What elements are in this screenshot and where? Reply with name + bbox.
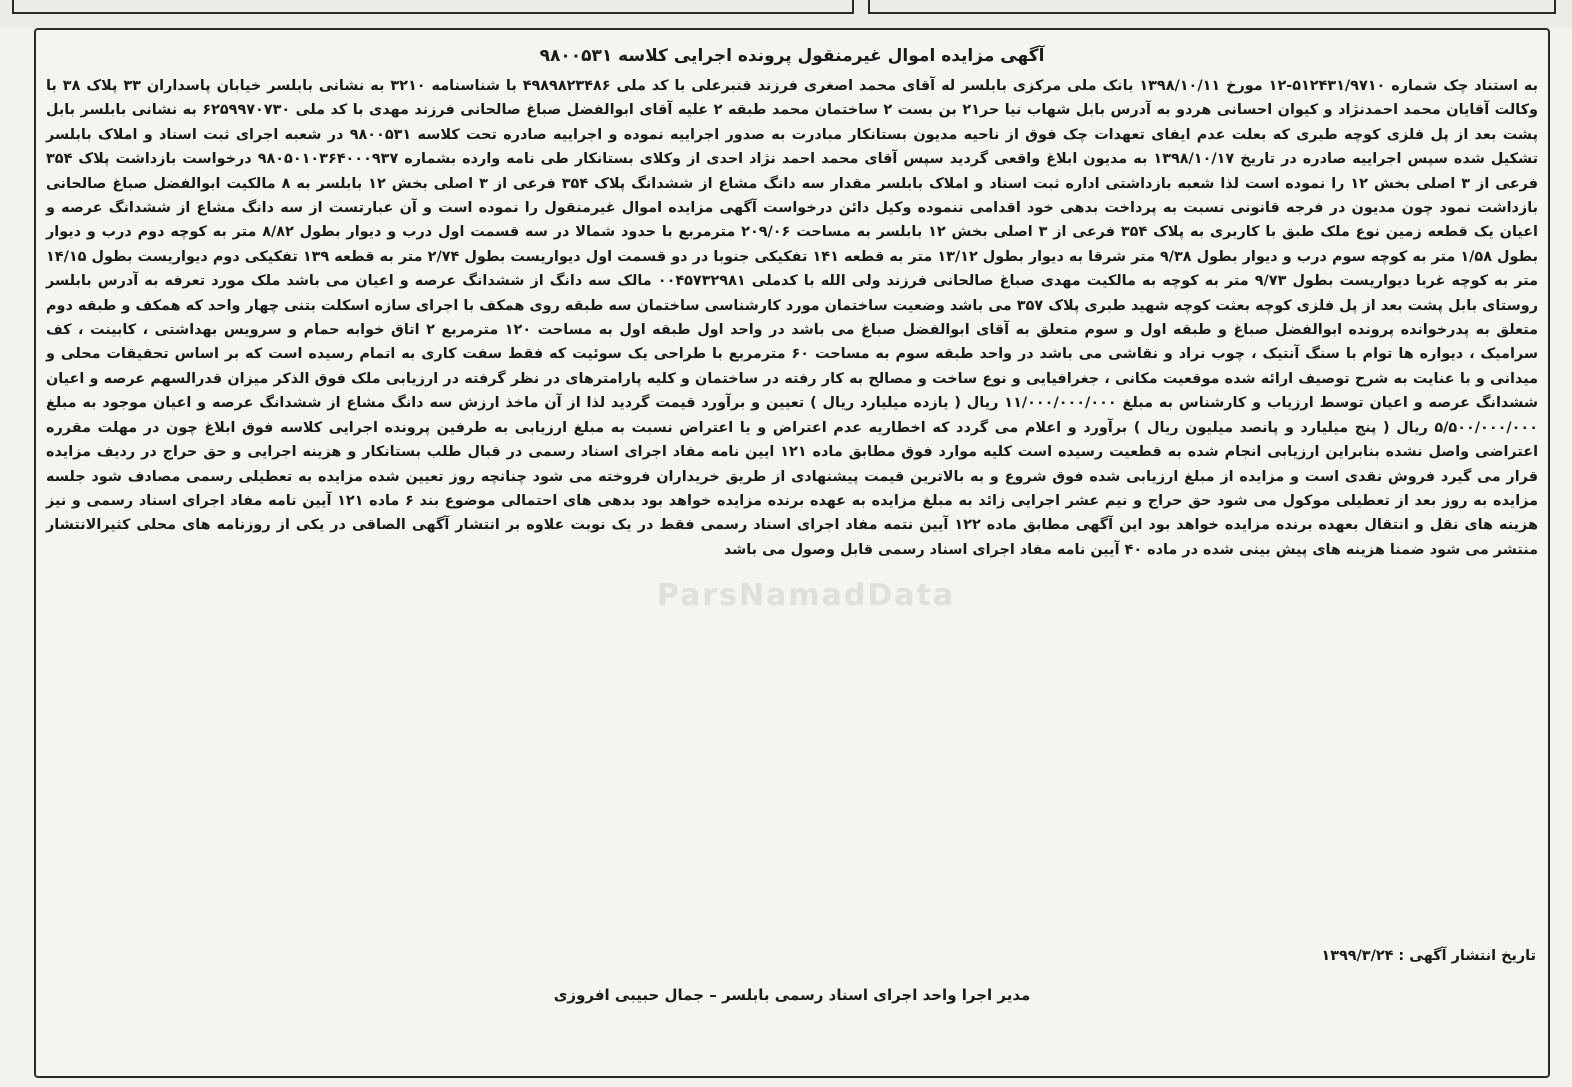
notice-paragraph: به استناد چک شماره ۵۱۲۴۳۱/۹۷۱۰-۱۲ مورخ ۱۳۹۸/۱۰/۱۱ بانک ملی مرکزی بابلسر له آقای محمد اصغری فرزند قنبرعلی با کد ملی ۴۹۸۹۸۲۳۴۸۶ با شناسنامه ۳۲۱۰ به نشانی بابلسر خیابان پاسداران ۳۳ پلاک ۳۸ با وکالت آقایان محمد احمدنژاد و کیوان احسانی هردو به آدرس بابل شهاب نیا حر۲۱ بن بست ۲ ساختمان محمد طبقه ۲ علیه آقای ابوالفضل صباغ صالحانی فرزند مهدی با کد ملی ۶۲۵۹۹۷۰۷۳۰ به نشانی بابلسر بابل پشت بعد از پل فلزی کوچه طبری که بعلت عدم ایفای تعهدات چک فوق از ناحیه مدیون بستانکار مبادرت به صدور اجراییه نموده و اجراییه صادره تحت کلاسه ۹۸۰۰۵۳۱ در شعبه اجرای ثبت اسناد و املاک بابلسر تشکیل شده سپس اجراییه صادره در تاریخ ۱۳۹۸/۱۰/۱۷ به مدیون ابلاغ واقعی گردید سپس آقای محمد احمد نژاد احدی از وکلای بستانکار طی نامه وارده بشماره ۹۸۰۵۰۱۰۳۶۴۰۰۰۹۳۷ درخواست بازداشت پلاک ۳۵۴ فرعی از ۳ اصلی بخش ۱۲ را نموده است لذا شعبه بازداشتی اداره ثبت اسناد و املاک بابلسر مقدار سه دانگ مشاع از ششدانگ پلاک ۳۵۴ فرعی از ۳ اصلی بخش ۱۲ بابلسر به ۸ مالکیت ابوالفضل صباغ صالحانی بازداشت نمود چون مدیون در فرجه قانونی نسبت به پرداخت بدهی خود اقدامی ننموده وکیل دائن درخواست آگهی مزایده اموال غیرمنقول را نموده است و آن عبارتست از سه دانگ مشاع از ششدانگ عرصه و اعیان یک قطعه زمین نوع ملک طبق با کاربری به پلاک ۳۵۴ فرعی از ۳ اصلی بخش ۱۲ بابلسر به مساحت ۲۰۹/۰۶ مترمربع با حدود شمالا در سه قسمت اول درب و دیوار بطول ۸/۸۲ متر به کوچه دوم درب و دیوار بطول ۱/۵۸ متر به کوچه سوم درب و دیوار بطول ۹/۳۸ متر شرقا به دیوار بطول ۱۳/۱۲ متر به قطعه ۱۴۱ تفکیکی جنوبا در دو قسمت اول دیواریست بطول ۲/۷۴ متر به قطعه ۱۳۹ تفکیکی دوم دیواریست بطول ۱۴/۱۵ متر به کوچه غربا دیواریست بطول ۹/۷۳ متر به کوچه به مالکیت مهدی صباغ صالحانی فرزند ولی الله با کدملی ۰۰۴۵۷۳۲۹۸۱ مالک سه دانگ از ششدانگ عرصه و اعیان می باشد ملک مورد تعرفه به آدرس بابلسر روستای بابل پشت بعد از پل فلزی کوچه بعثت کوچه شهید طبری پلاک ۳۵۷ می باشد وضعیت ساختمان مورد کارشناسی ساختمان سه طبقه روی همکف با اجرای سازه اسکلت بتنی چهار واحد که همکف و طبقه دوم متعلق به پدرخوانده پرونده ابوالفضل صباغ و طبقه اول و سوم متعلق به آقای ابوالفضل صباغ می باشد در واحد اول طبقه اول به مساحت ۱۲۰ مترمربع ۲ اتاق خوابه حمام و سرویس بهداشتی ، کابینت ، کف سرامیک ، دیواره ها توام با سنگ آنتیک ، چوب نراد و نقاشی می باشد در واحد طبقه سوم به مساحت ۶۰ مترمربع با طراحی یک سوئیت که فقط سفت کاری به اتمام رسیده است که بر اساس تحقیقات محلی و میدانی و با عنایت به شرح توصیف ارائه شده موقعیت مکانی ، جغرافیایی و نوع ساخت و مصالح به کار رفته در ساختمان و کلیه پارامترهای در نظر گرفته در ارزیابی ملک فوق الذکر میزان قدرالسهم عرصه و اعیان ششدانگ عرصه و اعیان توسط ارزیاب و کارشناس به مبلغ ۱۱/۰۰۰/۰۰۰/۰۰۰ ریال ( یازده میلیارد ریال ) تعیین و برآورد قیمت گردید لذا از آن ماخذ ارزش سه دانگ مشاع از ششدانگ عرصه و اعیان موجود به مبلغ ۵/۵۰۰/۰۰۰/۰۰۰ ریال ( پنج میلیارد و پانصد میلیون ریال ) برآورد و اعلام می گردد که اخطاریه عدم اعتراض و یا اعتراض نسبت به مبلغ ارزیابی به طرفین پرونده اجرایی کلاسه فوق ابلاغ چون در مهلت مقرره اعتراضی واصل نشده بنابراین ارزیابی انجام شده به قطعیت رسیده است کلیه موارد فوق مطابق ماده ۱۲۱ ایین نامه مفاد اجرای اسناد رسمی در قبال طلب بستانکار و هزینه اجرایی و حق حراج در ردیف مزایده قرار می گیرد فروش نقدی است و مزایده از مبلغ ارزیابی شده فوق شروع و به بالاترین قیمت پیشنهادی از طریق خریداران فروخته می شود چنانچه روز تعیین شده مزایده به تعطیلی رسمی مصادف شود جلسه مزایده به روز بعد از تعطیلی موکول می شود حق حراج و نیم عشر اجرایی زائد به مبلغ مزایده به عهده برنده مزایده خواهد بود بدهی های احتمالی موضوع بند ۶ ماده ۱۲۱ آیین نامه مفاد اجرای اسناد رسمی و نیز هزینه های نقل و انتقال بعهده برنده مزایده خواهد بود این آگهی مطابق ماده ۱۲۲ آیین نتمه مفاد اجرای اسناد رسمی فقط در یک نوبت علاوه بر انتشار آگهی الصاقی در یکی از روزنامه های محلی کثیرالانتشار منتشر می شود ضمنا هزینه های پیش بینی شده در ماده ۴۰ آیین نامه مفاد اجرای اسناد رسمی قابل وصول می باشد bbox=[46, 78, 1539, 558]
top-strip bbox=[0, 0, 1572, 28]
notice-frame bbox=[34, 28, 1550, 1078]
notice-title: آگهی مزایده اموال غیرمنقول پرونده اجرایی کلاسه ۹۸۰۰۵۳۱ bbox=[539, 46, 1045, 66]
adjacent-notice-border-right bbox=[868, 0, 1556, 14]
watermark-logo: ParsNamadData bbox=[656, 578, 956, 613]
adjacent-notice-border-left bbox=[12, 0, 854, 14]
signature-line: مدیر اجرا واحد اجرای اسناد رسمی بابلسر – جمال حبیبی افروزی bbox=[553, 986, 1031, 1004]
notice-body bbox=[46, 74, 1538, 562]
publication-date: تاریخ انتشار آگهی : ۱۳۹۹/۳/۲۴ bbox=[1321, 948, 1536, 964]
